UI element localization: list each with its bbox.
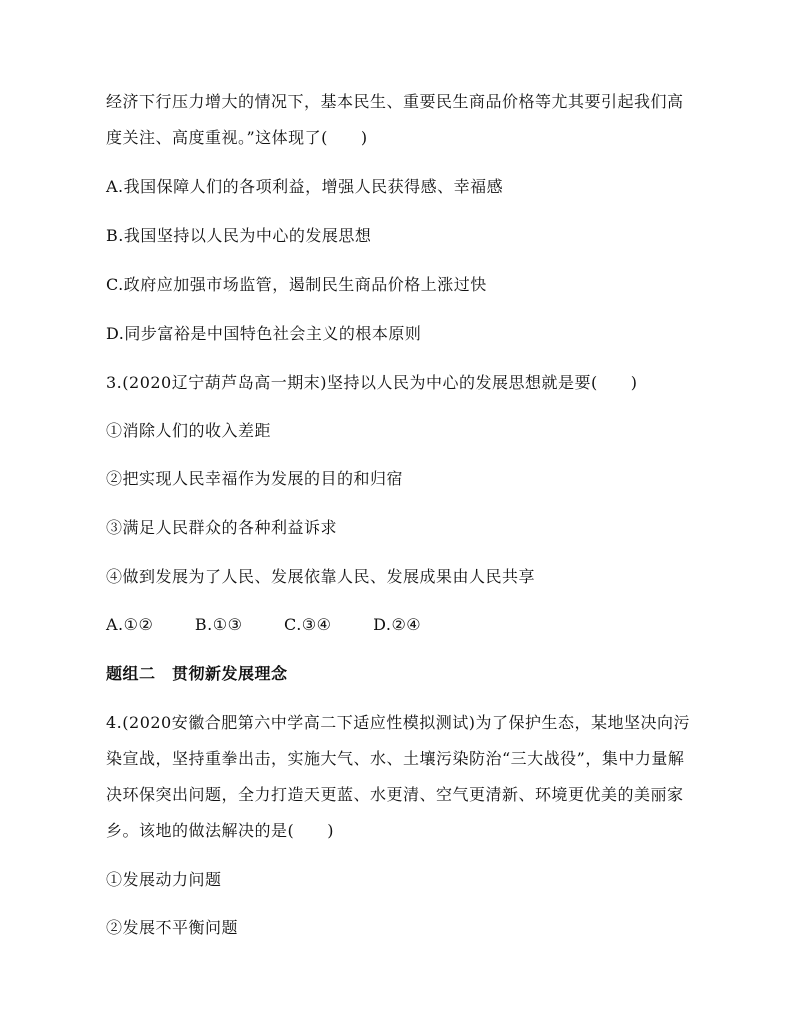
q3-item-3: ③满足人民群众的各种利益诉求 (106, 518, 338, 537)
q3-item-4: ④做到发展为了人民、发展依靠人民、发展成果由人民共享 (106, 567, 536, 586)
q3-choice-a: A.①② (106, 615, 154, 634)
q2-option-b: B.我国坚持以人民为中心的发展思想 (106, 226, 372, 245)
q4-item-1: ①发展动力问题 (106, 870, 222, 889)
q3-item-1: ①消除人们的收入差距 (106, 421, 272, 440)
q3-choice-b: B.①③ (194, 615, 243, 634)
q4-stem-line-3: 决环保突出问题，全力打造天更蓝、水更清、空气更清新、环境更优美的美丽家 (106, 785, 684, 804)
q4-item-2: ②发展不平衡问题 (106, 918, 239, 937)
q4-stem-line-1: 4.(2020安徽合肥第六中学高二下适应性模拟测试)为了保护生态，某地坚决向污 (106, 713, 690, 732)
q2-stem-line-1: 经济下行压力增大的情况下，基本民生、重要民生商品价格等尤其要引起我们高 (106, 92, 684, 111)
q2-option-d: D.同步富裕是中国特色社会主义的根本原则 (106, 324, 422, 343)
q3-choices (106, 614, 706, 636)
q4-stem-line-2: 染宣战，坚持重拳出击，实施大气、水、土壤污染防治“三大战役”，集中力量解 (106, 749, 685, 768)
q2-option-c: C.政府应加强市场监管，遏制民生商品价格上涨过快 (106, 275, 487, 294)
q2-option-a: A.我国保障人们的各项利益，增强人民获得感、幸福感 (106, 177, 504, 196)
q3-item-2: ②把实现人民幸福作为发展的目的和归宿 (106, 469, 404, 488)
q3-choice-c: C.③④ (284, 615, 332, 634)
q2-stem-line-2: 度关注、高度重视。”这体现了( ) (106, 128, 368, 147)
q4-stem-line-4: 乡。该地的做法解决的是( ) (106, 821, 334, 840)
section-heading: 题组二 贯彻新发展理念 (106, 664, 288, 683)
q3-choice-d: D.②④ (373, 615, 422, 634)
q3-stem: 3.(2020辽宁葫芦岛高一期末)坚持以人民为中心的发展思想就是要( ) (106, 373, 638, 392)
